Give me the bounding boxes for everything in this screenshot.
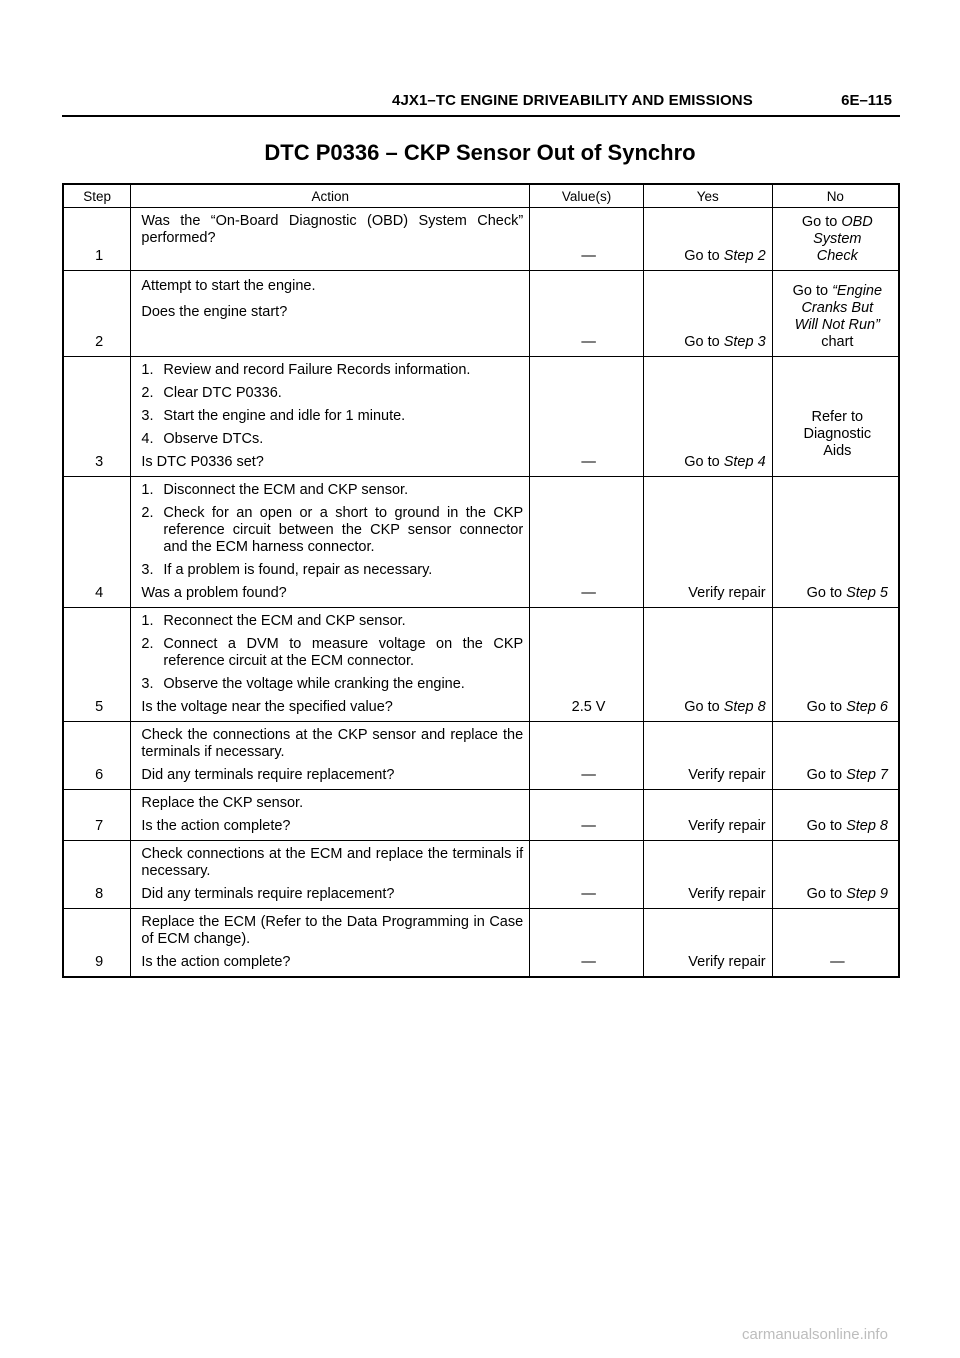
step-link[interactable]: Step 9 (846, 886, 888, 902)
no-cell: — (772, 909, 899, 978)
diagnostic-table (62, 183, 900, 978)
step-number: 2 (63, 271, 131, 357)
value-cell: — (530, 357, 644, 477)
step-link[interactable]: Step 2 (723, 248, 766, 264)
step-number: 7 (63, 790, 131, 841)
chart-link[interactable]: OBD (841, 214, 873, 230)
chart-link[interactable]: Will Not Run” (794, 317, 880, 333)
list-item: 2. Connect a DVM to measure voltage on the CKP reference circuit at the ECM connector. (141, 636, 524, 669)
action-cell (131, 357, 530, 477)
action-cell (131, 271, 530, 357)
no-cell: Go to Step 8 (772, 790, 899, 841)
yes-cell (643, 357, 772, 477)
yes-prefix: Go to (684, 454, 720, 470)
action-cell (131, 909, 530, 978)
table-row (63, 722, 899, 790)
no-prefix: Go to (792, 283, 829, 299)
yes-cell: Go to Step 8 (643, 608, 772, 722)
value-cell: — (530, 208, 644, 271)
document-title: DTC P0336 – CKP Sensor Out of Synchro (264, 140, 696, 165)
list-item: 2. Clear DTC P0336. (141, 385, 282, 401)
action-text: Attempt to start the engine. (141, 278, 316, 294)
column-header-yes: Yes (643, 184, 772, 208)
header-rule (62, 115, 900, 117)
no-cell: Refer to Diagnostic Aids (772, 357, 899, 477)
yes-prefix: Go to (684, 248, 720, 264)
step-number: 4 (63, 477, 131, 608)
step-link[interactable]: Step 7 (846, 767, 888, 783)
action-question: Is the action complete? (141, 818, 291, 834)
table-row (63, 271, 899, 357)
value-cell: — (530, 271, 644, 357)
watermark: carmanualsonline.info (742, 1326, 888, 1343)
table-row (63, 357, 899, 477)
value-cell: — (530, 722, 644, 790)
yes-cell: Verify repair (643, 909, 772, 978)
table-row (63, 208, 899, 271)
yes-cell: Verify repair (643, 790, 772, 841)
no-cell: Go to Step 6 (772, 608, 899, 722)
step-number: 9 (63, 909, 131, 978)
action-cell (131, 208, 530, 271)
step-number: 3 (63, 357, 131, 477)
column-header-values: Value(s) (530, 184, 644, 208)
step-link[interactable]: Step 5 (846, 585, 888, 601)
step-number: 5 (63, 608, 131, 722)
step-number: 1 (63, 208, 131, 271)
step-link[interactable]: Step 8 (846, 818, 888, 834)
action-text: Replace the CKP sensor. (141, 795, 304, 811)
yes-cell: Verify repair (643, 477, 772, 608)
action-question: Did any terminals require replacement? (141, 767, 395, 783)
action-question: Is the voltage near the specified value? (141, 699, 393, 715)
value-cell: — (530, 477, 644, 608)
value-cell: 2.5 V (530, 608, 644, 722)
action-text: Was the “On-Board Diagnostic (OBD) System Check” performed? (141, 213, 524, 246)
list-item: 1. Reconnect the ECM and CKP sensor. (141, 613, 406, 629)
page-number: 6E–115 (841, 92, 892, 109)
action-question: Was a problem found? (141, 585, 287, 601)
value-cell: — (530, 841, 644, 909)
no-cell (772, 271, 899, 357)
action-question: Is DTC P0336 set? (141, 454, 264, 470)
no-cell (772, 208, 899, 271)
chart-link[interactable]: “Engine (832, 283, 883, 299)
chart-link[interactable]: System (813, 231, 862, 247)
action-cell (131, 722, 530, 790)
action-question: Is the action complete? (141, 954, 291, 970)
action-cell (131, 790, 530, 841)
no-cell: Go to Step 7 (772, 722, 899, 790)
yes-cell: Verify repair (643, 841, 772, 909)
list-item: 3. If a problem is found, repair as necessary. (141, 562, 433, 578)
action-cell (131, 477, 530, 608)
step-link[interactable]: Step 6 (846, 699, 888, 715)
column-header-action: Action (131, 184, 530, 208)
action-text: Check connections at the ECM and replace the terminals if necessary. (141, 846, 524, 879)
no-cell: Go to Step 9 (772, 841, 899, 909)
action-cell (131, 608, 530, 722)
chart-link[interactable]: Check (816, 248, 858, 264)
table-row (63, 477, 899, 608)
step-number: 8 (63, 841, 131, 909)
no-prefix: Go to (801, 214, 838, 230)
list-item: 4. Observe DTCs. (141, 431, 264, 447)
table-row (63, 841, 899, 909)
action-text: Check the connections at the CKP sensor and replace the terminals if necessary. (141, 727, 524, 760)
list-item: 2. Check for an open or a short to ground in the CKP reference circuit between the CKP sensor connector and the ECM harness connector. (141, 505, 524, 555)
step-link[interactable]: Step 4 (723, 454, 766, 470)
table-header-row (63, 184, 899, 208)
list-item: 3. Start the engine and idle for 1 minute. (141, 408, 406, 424)
yes-cell (643, 208, 772, 271)
action-question: Does the engine start? (141, 304, 288, 320)
table-row (63, 909, 899, 978)
section-title: 4JX1–TC ENGINE DRIVEABILITY AND EMISSIONS (392, 92, 753, 109)
list-item: 1. Disconnect the ECM and CKP sensor. (141, 482, 409, 498)
step-number: 6 (63, 722, 131, 790)
no-cell: Go to Step 5 (772, 477, 899, 608)
page-header (62, 88, 900, 114)
chart-suffix: chart (821, 334, 854, 350)
step-link[interactable]: Step 3 (723, 334, 766, 350)
column-header-no: No (772, 184, 899, 208)
table-row (63, 608, 899, 722)
value-cell: — (530, 790, 644, 841)
action-text: Replace the ECM (Refer to the Data Programming in Case of ECM change). (141, 914, 524, 947)
yes-cell: Verify repair (643, 722, 772, 790)
list-item: 3. Observe the voltage while cranking the engine. (141, 676, 465, 692)
step-link[interactable]: Step 8 (723, 699, 766, 715)
yes-cell (643, 271, 772, 357)
column-header-step: Step (63, 184, 131, 208)
table-row (63, 790, 899, 841)
chart-link[interactable]: Cranks But (801, 300, 874, 316)
yes-prefix: Go to (684, 334, 720, 350)
action-question: Did any terminals require replacement? (141, 886, 395, 902)
action-cell (131, 841, 530, 909)
value-cell: — (530, 909, 644, 978)
list-item: 1. Review and record Failure Records information. (141, 362, 471, 378)
